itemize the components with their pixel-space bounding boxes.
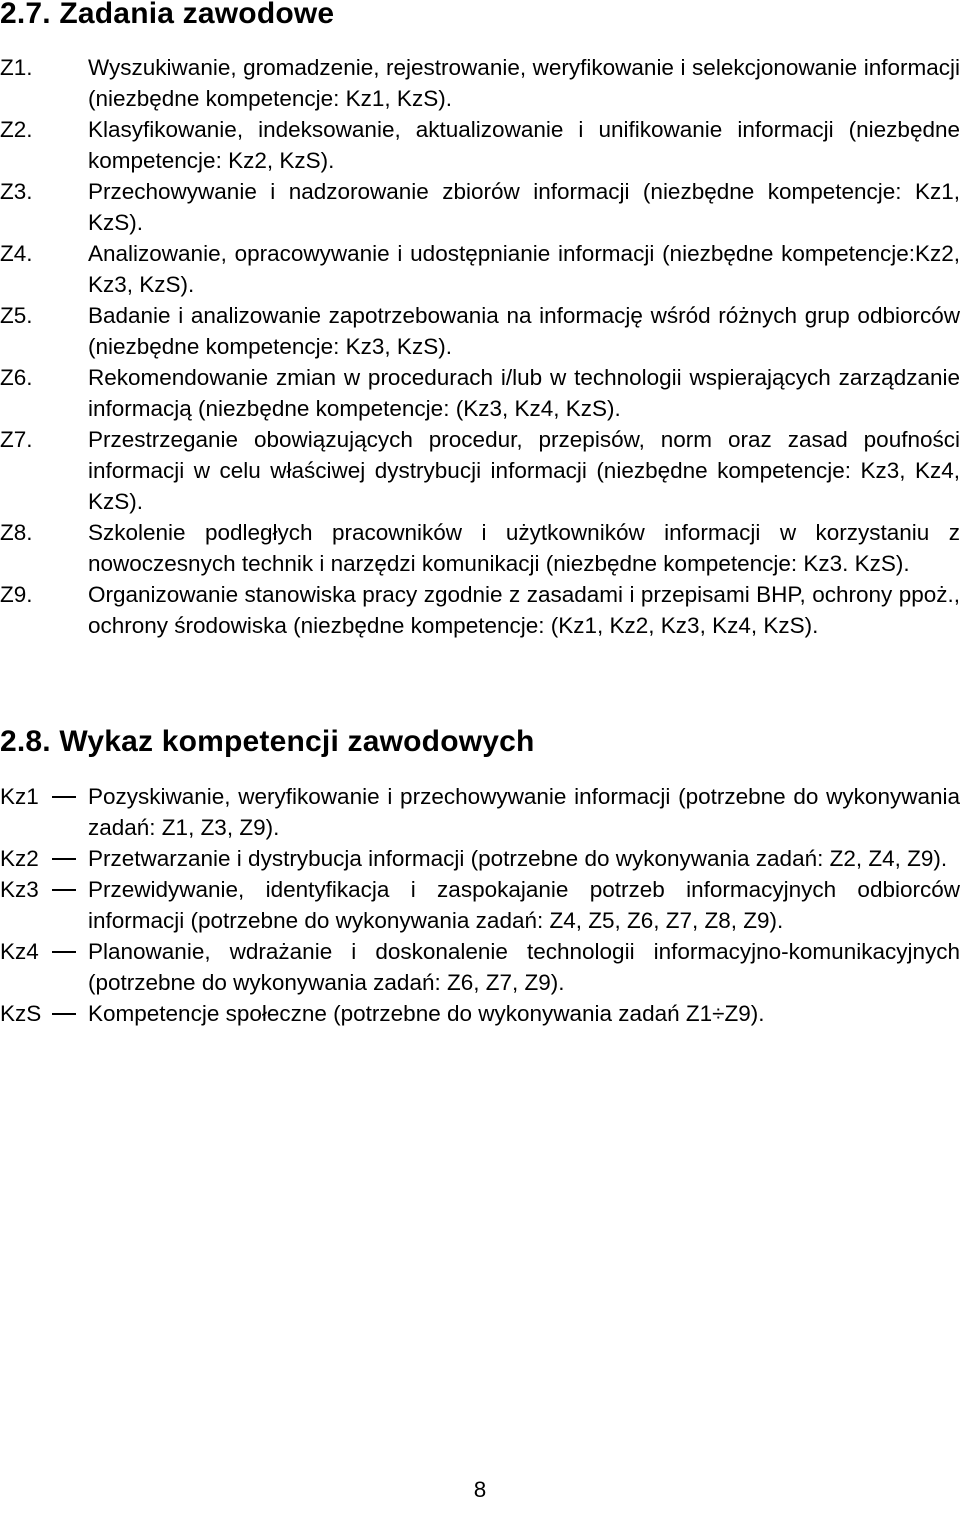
skill-code-wrapper [0,781,88,812]
skill-item-kzs [0,998,960,1029]
task-code: Z5. [0,303,33,328]
task-item-z8 [0,517,960,579]
task-code: Z1. [0,55,33,80]
task-text: Wyszukiwanie, gromadzenie, rejestrowanie, weryfikowanie i selekcjonowanie informacji (niezbędne kompetencje: Kz1, KzS). [88,55,960,111]
task-code: Z3. [0,179,33,204]
skill-item-kz4 [0,936,960,998]
skill-code: Kz3 [0,877,39,902]
task-code: Z7. [0,427,33,452]
task-item-z3 [0,176,960,238]
skill-code: KzS [0,1001,42,1026]
task-item-z1 [0,52,960,114]
task-item-z7 [0,424,960,517]
page-number: 8 [473,1477,487,1502]
skill-item-kz1 [0,781,960,843]
skill-text: Planowanie, wdrażanie i doskonalenie technologii informacyjno-komunikacyjnych (potrzebne do wykonywania zadań: Z6, Z7, Z9). [88,939,960,995]
task-code: Z8. [0,520,33,545]
skill-code-wrapper [0,998,88,1029]
skill-text: Kompetencje społeczne (potrzebne do wykonywania zadań Z1÷Z9). [88,1001,765,1026]
task-item-z4 [0,238,960,300]
skill-code-wrapper [0,843,88,874]
skill-code-wrapper [0,936,88,967]
task-text: Przechowywanie i nadzorowanie zbiorów informacji (niezbędne kompetencje: Kz1, KzS). [88,179,960,235]
task-item-z9 [0,579,960,641]
skill-code: Kz2 [0,846,39,871]
task-item-z2 [0,114,960,176]
dash-separator [52,889,76,891]
skill-text: Przewidywanie, identyfikacja i zaspokajanie potrzeb informacyjnych odbiorców informacji (potrzebne do wykonywania zadań: Z4, Z5, Z6, Z7, Z8, Z9). [88,877,960,933]
skill-text: Przetwarzanie i dystrybucja informacji (potrzebne do wykonywania zadań: Z2, Z4, Z9). [88,846,948,871]
dash-separator [52,951,76,953]
section-title-skills: 2.8. Wykaz kompetencji zawodowych [0,725,535,758]
skill-text: Pozyskiwanie, weryfikowanie i przechowywanie informacji (potrzebne do wykonywania zadań: Z1, Z3, Z9). [88,784,960,840]
task-item-z6 [0,362,960,424]
task-code: Z9. [0,582,33,607]
task-text: Szkolenie podległych pracowników i użytkowników informacji w korzystaniu z nowoczesnych technik i narzędzi komunikacji (niezbędne kompetencje: Kz3. KzS). [88,520,960,576]
task-text: Przestrzeganie obowiązujących procedur, przepisów, norm oraz zasad poufności informacji w celu właściwej dystrybucji informacji (niezbędne kompetencje: Kz3, Kz4, KzS). [88,427,960,514]
skills-list [0,781,960,1029]
skill-code: Kz4 [0,939,39,964]
skill-item-kz3 [0,874,960,936]
task-code: Z6. [0,365,33,390]
skill-item-kz2 [0,843,960,874]
tasks-list [0,52,960,641]
task-text: Rekomendowanie zmian w procedurach i/lub w technologii wspierających zarządzanie informacją (niezbędne kompetencje: (Kz3, Kz4, KzS). [88,365,960,421]
task-text: Klasyfikowanie, indeksowanie, aktualizowanie i unifikowanie informacji (niezbędne kompetencje: Kz2, KzS). [88,117,960,173]
task-text: Analizowanie, opracowywanie i udostępnianie informacji (niezbędne kompetencje:Kz2, Kz3, KzS). [88,241,960,297]
skill-code: Kz1 [0,784,39,809]
dash-separator [52,858,76,860]
task-text: Badanie i analizowanie zapotrzebowania na informację wśród różnych grup odbiorców (niezbędne kompetencje: Kz3, KzS). [88,303,960,359]
section-title-tasks: 2.7. Zadania zawodowe [0,0,335,30]
task-code: Z2. [0,117,33,142]
task-text: Organizowanie stanowiska pracy zgodnie z zasadami i przepisami BHP, ochrony ppoż., ochrony środowiska (niezbędne kompetencje: (Kz1, Kz2, Kz3, Kz4, KzS). [88,582,960,638]
skill-code-wrapper [0,874,88,905]
dash-separator [52,796,76,798]
task-code: Z4. [0,241,33,266]
dash-separator [52,1013,76,1015]
task-item-z5 [0,300,960,362]
